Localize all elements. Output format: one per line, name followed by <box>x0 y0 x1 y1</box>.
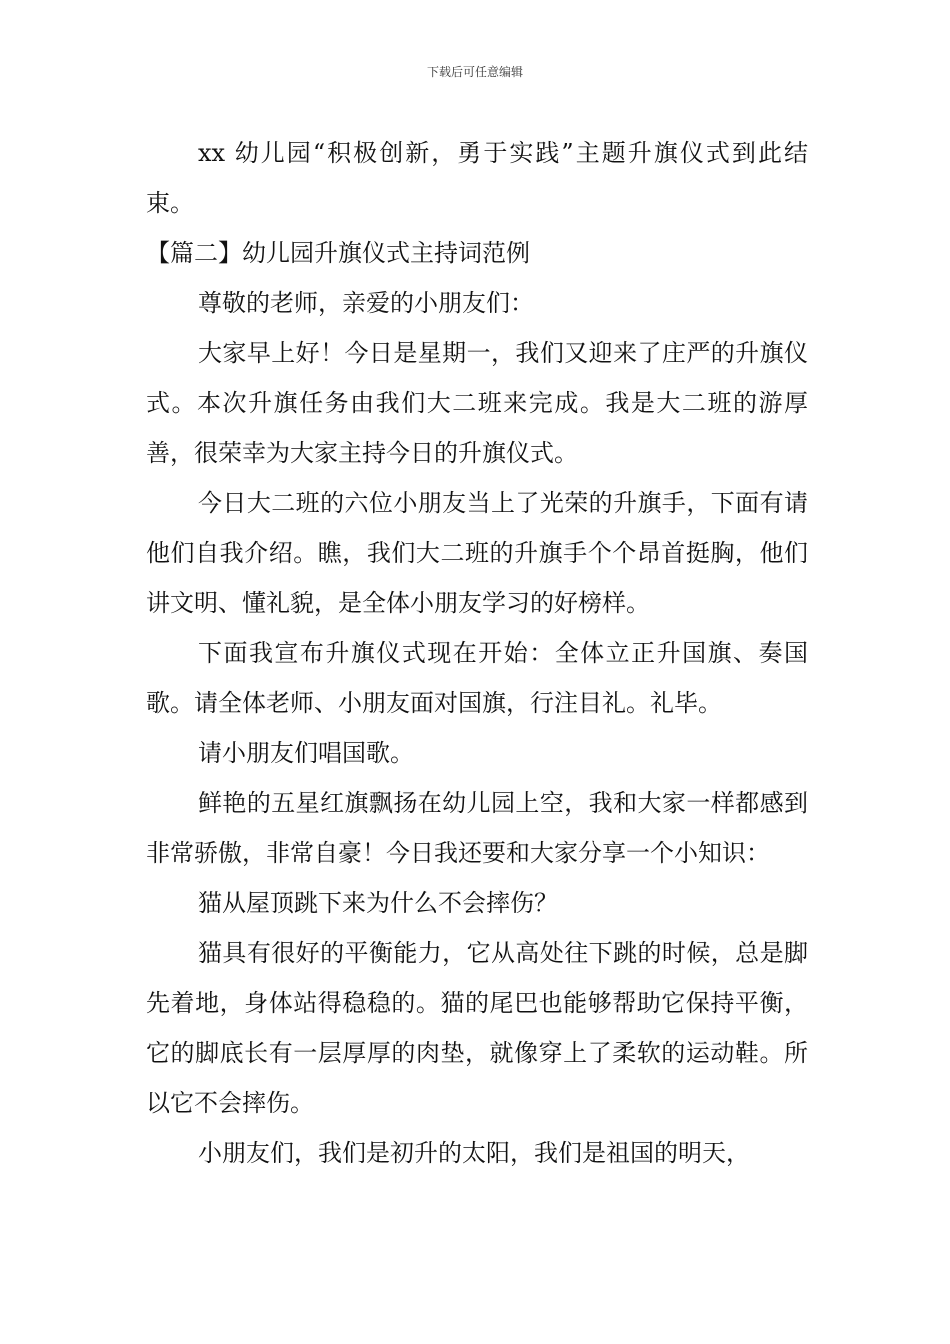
document-body <box>146 128 808 1178</box>
page-header-note: 下载后可任意编辑 <box>426 65 523 79</box>
paragraph: 今日大二班的六位小朋友当上了光荣的升旗手，下面有请他们自我介绍。瞧，我们大二班的升旗手个个昂首挺胸，他们讲文明、懂礼貌，是全体小朋友学习的好榜样。 <box>146 489 808 617</box>
paragraph: 下面我宣布升旗仪式现在开始：全体立正升国旗、奏国歌。请全体老师、小朋友面对国旗，行注目礼。礼毕。 <box>146 639 808 717</box>
paragraph: 大家早上好！今日是星期一，我们又迎来了庄严的升旗仪式。本次升旗任务由我们大二班来完成。我是大二班的游厚善，很荣幸为大家主持今日的升旗仪式。 <box>146 339 808 467</box>
paragraph: xx 幼儿园“积极创新，勇于实践”主题升旗仪式到此结束。 <box>146 139 808 217</box>
section-heading: 【篇二】幼儿园升旗仪式主持词范例 <box>146 239 530 267</box>
paragraph: 请小朋友们唱国歌。 <box>198 739 414 767</box>
paragraph: 猫具有很好的平衡能力，它从高处往下跳的时候，总是脚先着地，身体站得稳稳的。猫的尾巴也能够帮助它保持平衡，它的脚底长有一层厚厚的肉垫，就像穿上了柔软的运动鞋。所以它不会摔伤。 <box>146 939 808 1117</box>
paragraph: 猫从屋顶跳下来为什么不会摔伤？ <box>198 889 558 917</box>
paragraph: 尊敬的老师，亲爱的小朋友们： <box>198 289 534 317</box>
paragraph: 小朋友们，我们是初升的太阳，我们是祖国的明天， <box>198 1139 750 1167</box>
paragraph: 鲜艳的五星红旗飘扬在幼儿园上空，我和大家一样都感到非常骄傲，非常自豪！今日我还要和大家分享一个小知识： <box>146 789 808 867</box>
